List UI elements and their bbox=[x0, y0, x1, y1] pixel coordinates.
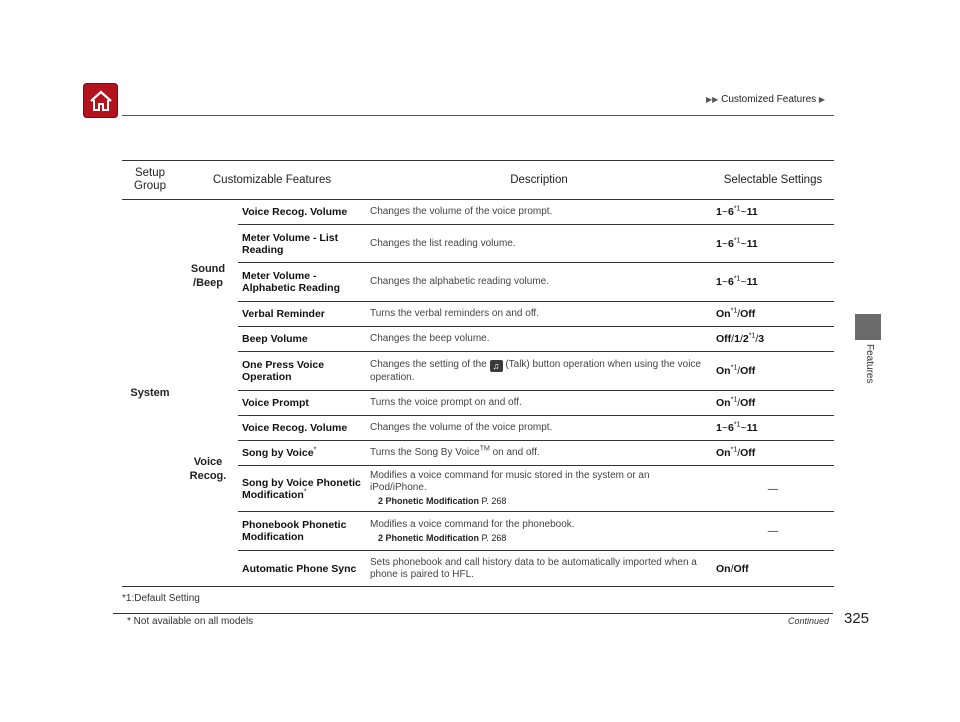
home-icon bbox=[89, 90, 113, 112]
feature-setting: On$^{*1}$/Off bbox=[712, 302, 834, 327]
feature-name: Phonebook Phonetic Modification bbox=[238, 512, 366, 551]
feature-name: Voice Prompt bbox=[238, 391, 366, 416]
feature-setting: — bbox=[712, 466, 834, 512]
feature-setting: — bbox=[712, 512, 834, 551]
customizable-features-table bbox=[122, 160, 834, 587]
default-setting-footnote: *1:Default Setting bbox=[122, 593, 200, 604]
feature-name: Voice Recog. Volume bbox=[238, 416, 366, 441]
cross-reference-link[interactable]: 2 Phonetic Modification P. 268 bbox=[378, 532, 507, 543]
header-customizable-features: Customizable Features bbox=[178, 161, 366, 200]
feature-description: Modifies a voice command for music stored in the system or an iPod/iPhone. 2 Phonetic Modification P. 268 bbox=[366, 466, 712, 512]
feature-setting: 1~6$^{*1}$~11 bbox=[712, 200, 834, 225]
feature-description: Changes the volume of the voice prompt. bbox=[366, 200, 712, 225]
feature-description: Turns the voice prompt on and off. bbox=[366, 391, 712, 416]
breadcrumb[interactable] bbox=[706, 94, 825, 105]
feature-name: Beep Volume bbox=[238, 327, 366, 352]
breadcrumb-label: Customized Features bbox=[721, 94, 817, 105]
subgroup-voice-recog: Voice Recog. bbox=[178, 352, 238, 587]
feature-setting: Off/1/2$^{*1}$/3 bbox=[712, 327, 834, 352]
header-selectable-settings: Selectable Settings bbox=[712, 161, 834, 200]
feature-setting: 1~6$^{*1}$~11 bbox=[712, 263, 834, 302]
page-number: 325 bbox=[844, 610, 870, 627]
feature-description: Turns the verbal reminders on and off. bbox=[366, 302, 712, 327]
feature-name: Verbal Reminder bbox=[238, 302, 366, 327]
feature-description: Turns the Song By Voice™ on and off. bbox=[366, 441, 712, 466]
subgroup-sound-beep: Sound /Beep bbox=[190, 262, 226, 289]
feature-setting: On$^{*1}$/Off bbox=[712, 441, 834, 466]
group-system: System bbox=[122, 200, 178, 587]
header-description: Description bbox=[366, 161, 712, 200]
cross-reference-arrow-icon: 2 bbox=[378, 532, 384, 543]
cross-reference-link[interactable]: 2 Phonetic Modification P. 268 bbox=[378, 496, 507, 506]
feature-name: Song by Voice* bbox=[238, 441, 366, 466]
header-divider bbox=[122, 115, 834, 116]
chapter-tab[interactable] bbox=[855, 314, 881, 340]
talk-icon: ♫ bbox=[490, 360, 503, 372]
table-header bbox=[122, 161, 834, 200]
availability-note: * Not available on all models bbox=[127, 616, 254, 627]
breadcrumb-arrow-icon: ▶ bbox=[818, 95, 826, 104]
feature-name: Meter Volume - Alphabetic Reading bbox=[238, 263, 366, 302]
feature-description: Changes the beep volume. bbox=[366, 327, 712, 352]
feature-description: Sets phonebook and call history data to be automatically imported when a phone is paired to HFL. bbox=[366, 551, 712, 587]
feature-name: Voice Recog. Volume bbox=[238, 200, 366, 225]
feature-description: Modifies a voice command for the phonebook. 2 Phonetic Modification P. 268 bbox=[366, 512, 712, 551]
chapter-label: Features bbox=[864, 344, 875, 384]
table-row bbox=[122, 200, 834, 225]
feature-description: Changes the alphabetic reading volume. bbox=[366, 263, 712, 302]
breadcrumb-arrow-icon: ▶▶ bbox=[706, 95, 719, 104]
home-button[interactable] bbox=[83, 83, 118, 118]
feature-setting: On$^{*1}$/Off bbox=[712, 352, 834, 391]
feature-name: One Press Voice Operation bbox=[238, 352, 366, 391]
feature-name: Automatic Phone Sync bbox=[238, 551, 366, 587]
feature-setting: On/Off bbox=[712, 551, 834, 587]
feature-name: Song by Voice Phonetic Modification* bbox=[238, 466, 366, 512]
feature-description: Changes the setting of the ♫ (Talk) button operation when using the voice operation. bbox=[366, 352, 712, 391]
continued-label: Continued bbox=[788, 616, 830, 626]
feature-setting: On$^{*1}$/Off bbox=[712, 391, 834, 416]
cross-reference-arrow-icon: 2 bbox=[378, 496, 384, 506]
feature-setting: 1~6$^{*1}$~11 bbox=[712, 225, 834, 263]
feature-name: Meter Volume - List Reading bbox=[238, 225, 366, 263]
header-setup-group: Setup Group bbox=[122, 161, 178, 200]
feature-setting: 1~6$^{*1}$~11 bbox=[712, 416, 834, 441]
feature-description: Changes the volume of the voice prompt. bbox=[366, 416, 712, 441]
table-row bbox=[122, 352, 834, 391]
feature-description: Changes the list reading volume. bbox=[366, 225, 712, 263]
